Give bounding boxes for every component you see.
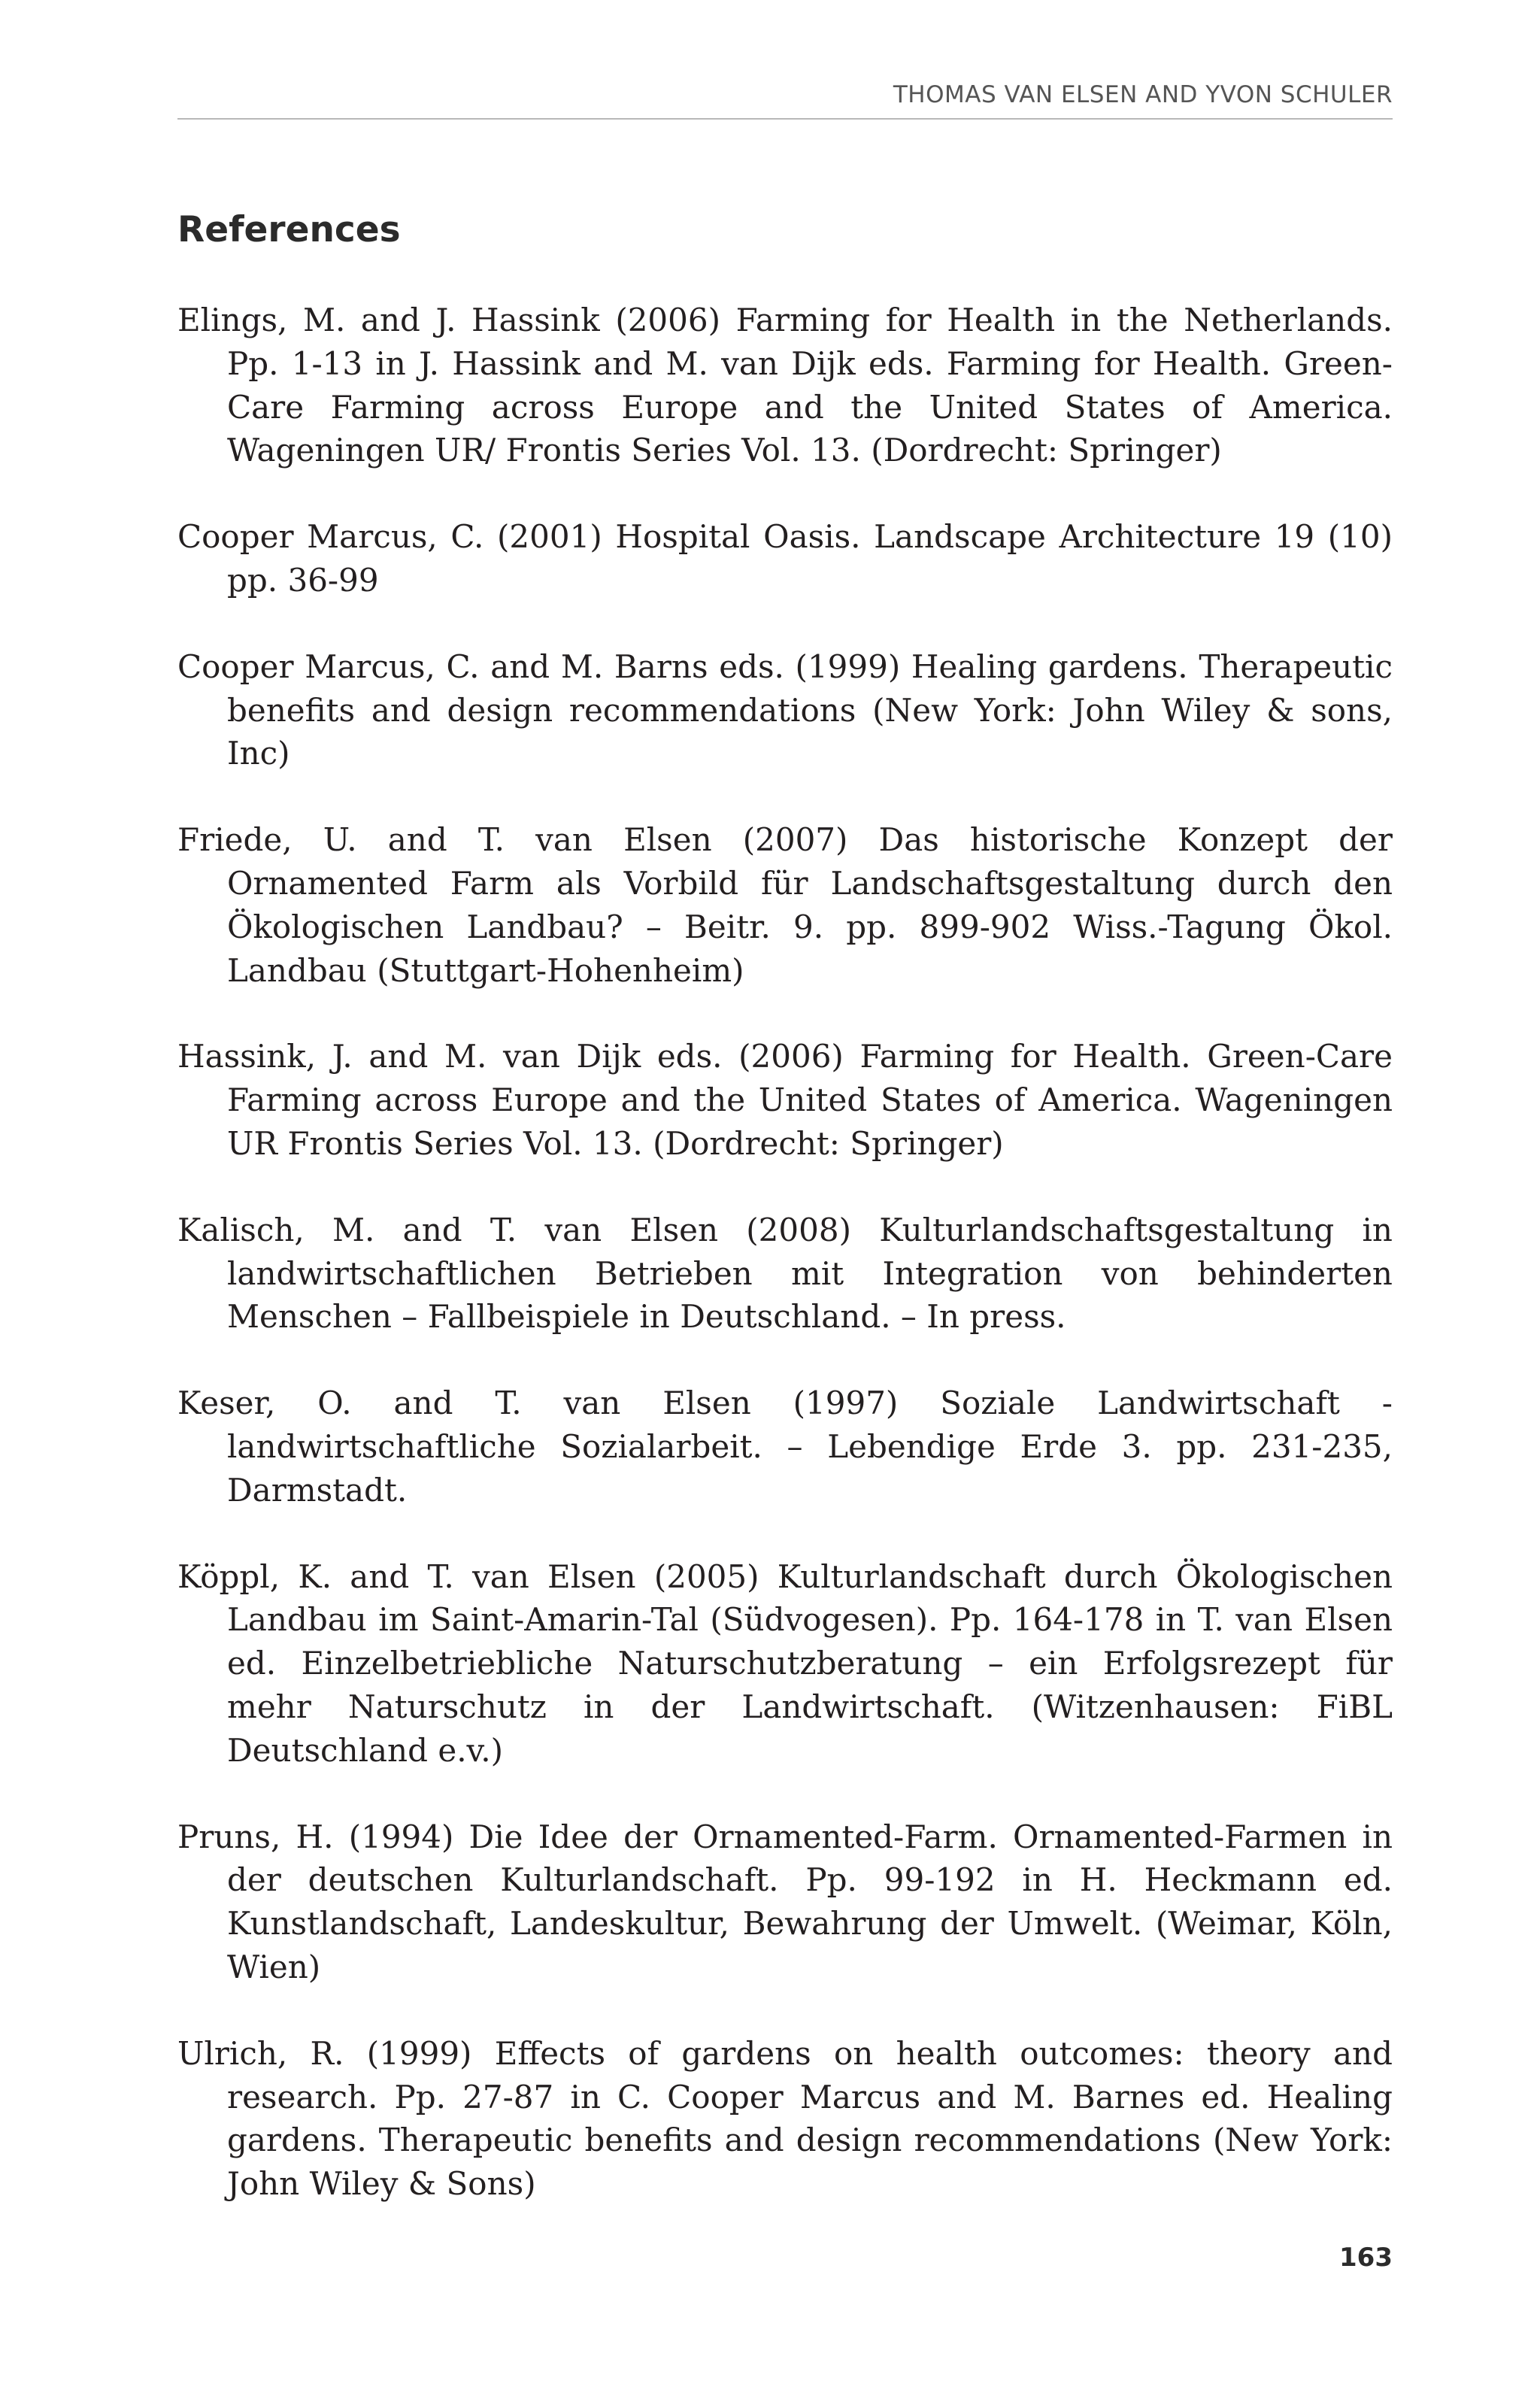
reference-item: Kalisch, M. and T. van Elsen (2008) Kulturlandschaftsgestaltung in landwirtschaftlichen Betrieben mit Integration von behinderten Menschen – Fallbeispiele in Deutschland. – In press. [177, 1211, 1393, 1336]
reference-item: Cooper Marcus, C. (2001) Hospital Oasis. Landscape Architecture 19 (10) pp. 36-99 [177, 518, 1393, 599]
page-number: 163 [1339, 2243, 1393, 2273]
reference-item: Köppl, K. and T. van Elsen (2005) Kulturlandschaft durch Ökologischen Landbau im Saint-Amarin-Tal (Südvogesen). Pp. 164-178 in T. van Elsen ed. Einzelbetriebliche Naturschutzberatung – ein Erfolgsrezept für mehr Naturschutz in der Landwirtschaft. (Witzenhausen: FiBL Deutschland e.v.) [177, 1557, 1393, 1769]
reference-item: Hassink, J. and M. van Dijk eds. (2006) Farming for Health. Green-Care Farming across Europe and the United States of America. Wageningen UR Frontis Series Vol. 13. (Dordrecht: Springer) [177, 1038, 1393, 1162]
reference-item: Elings, M. and J. Hassink (2006) Farming for Health in the Netherlands. Pp. 1-13 in J. Hassink and M. van Dijk eds. Farming for Health. Green-Care Farming across Europe and the United States of America. Wageningen UR/ Frontis Series Vol. 13. (Dordrecht: Springer) [177, 302, 1393, 469]
reference-list [177, 299, 1393, 2249]
reference-item: Cooper Marcus, C. and M. Barns eds. (1999) Healing gardens. Therapeutic benefits and design recommendations (New York: John Wiley & sons, Inc) [177, 648, 1393, 772]
reference-item: Pruns, H. (1994) Die Idee der Ornamented-Farm. Ornamented-Farmen in der deutschen Kulturlandschaft. Pp. 99-192 in H. Heckmann ed. Kunstlandschaft, Landeskultur, Bewahrung der Umwelt. (Weimar, Köln, Wien) [177, 1818, 1393, 1985]
header-rule [177, 118, 1393, 120]
running-head: THOMAS VAN ELSEN AND YVON SCHULER [893, 81, 1393, 108]
reference-item: Ulrich, R. (1999) Effects of gardens on health outcomes: theory and research. Pp. 27-87 in C. Cooper Marcus and M. Barnes ed. Healing gardens. Therapeutic benefits and design recommendations (New York: John Wiley & Sons) [177, 2034, 1393, 2203]
reference-item: Friede, U. and T. van Elsen (2007) Das historische Konzept der Ornamented Farm als Vorbild für Landschaftsgestaltung durch den Ökologischen Landbau? – Beitr. 9. pp. 899-902 Wiss.-Tagung Ökol. Landbau (Stuttgart-Hohenheim) [177, 821, 1393, 989]
reference-item: Keser, O. and T. van Elsen (1997) Soziale Landwirtschaft - landwirtschaftliche Sozialarbeit. – Lebendige Erde 3. pp. 231-235, Darmstadt. [177, 1385, 1393, 1509]
section-title: References [177, 209, 401, 250]
